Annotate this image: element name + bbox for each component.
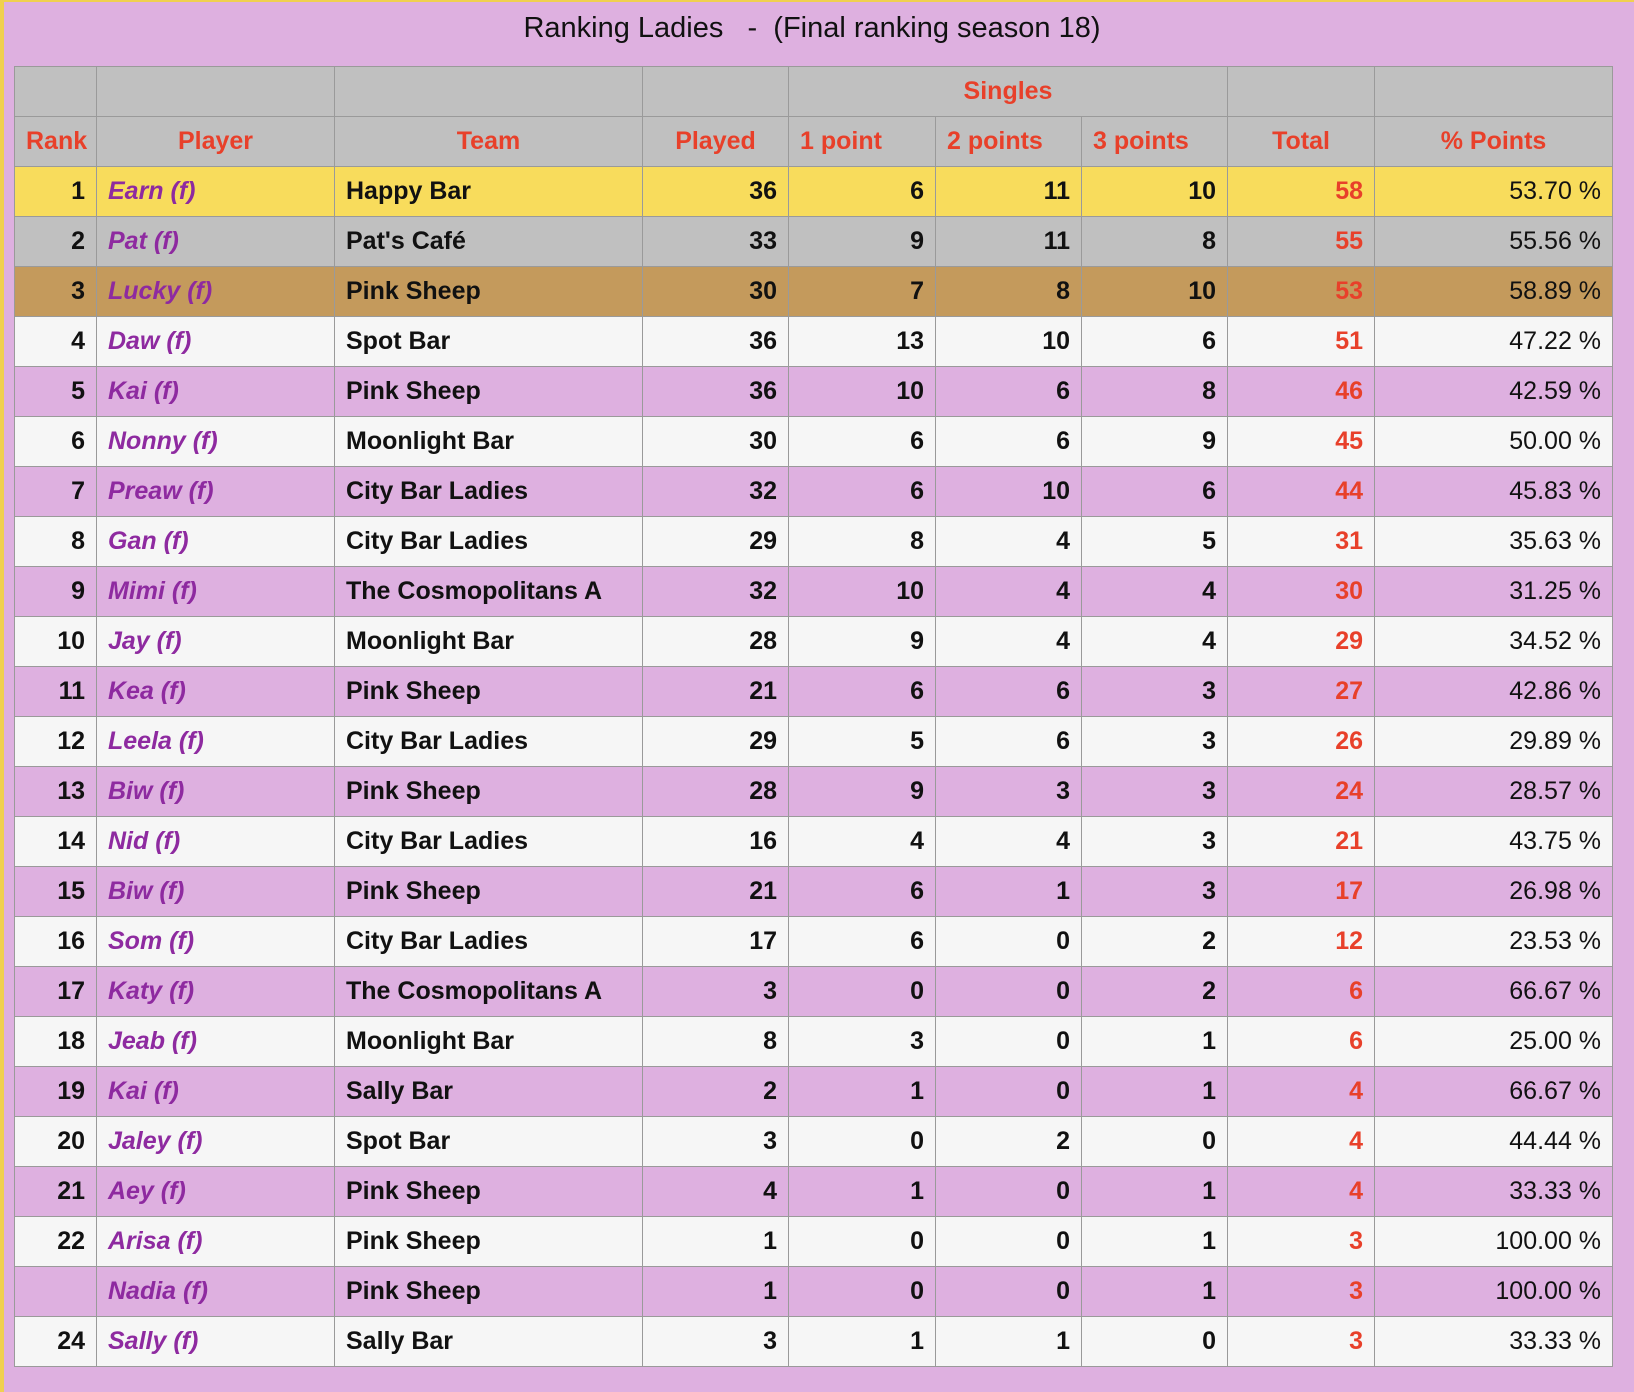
one-point-cell: 6 bbox=[789, 917, 936, 967]
table-row bbox=[15, 1017, 1613, 1067]
table-row bbox=[15, 867, 1613, 917]
one-point-cell: 0 bbox=[789, 1267, 936, 1317]
two-points-cell: 6 bbox=[936, 717, 1082, 767]
rank-cell: 7 bbox=[15, 467, 97, 517]
pct-points-cell: 100.00 % bbox=[1375, 1267, 1613, 1317]
three-points-cell: 1 bbox=[1082, 1017, 1228, 1067]
pct-points-cell: 29.89 % bbox=[1375, 717, 1613, 767]
rank-cell: 16 bbox=[15, 917, 97, 967]
rank-cell: 3 bbox=[15, 267, 97, 317]
pct-points-cell: 53.70 % bbox=[1375, 167, 1613, 217]
total-cell: 46 bbox=[1228, 367, 1375, 417]
team-name: City Bar Ladies bbox=[335, 467, 643, 517]
total-cell: 3 bbox=[1228, 1267, 1375, 1317]
player-name: Pat (f) bbox=[97, 217, 335, 267]
table-row bbox=[15, 1267, 1613, 1317]
table-row bbox=[15, 1217, 1613, 1267]
one-point-cell: 1 bbox=[789, 1167, 936, 1217]
one-point-cell: 7 bbox=[789, 267, 936, 317]
column-header-total[interactable]: Total bbox=[1228, 117, 1375, 167]
two-points-cell: 0 bbox=[936, 1267, 1082, 1317]
three-points-cell: 10 bbox=[1082, 267, 1228, 317]
three-points-cell: 2 bbox=[1082, 967, 1228, 1017]
three-points-cell: 0 bbox=[1082, 1117, 1228, 1167]
pct-points-cell: 100.00 % bbox=[1375, 1217, 1613, 1267]
rank-cell: 10 bbox=[15, 617, 97, 667]
rank-cell: 12 bbox=[15, 717, 97, 767]
one-point-cell: 10 bbox=[789, 567, 936, 617]
played-cell: 36 bbox=[643, 167, 789, 217]
rank-cell: 15 bbox=[15, 867, 97, 917]
three-points-cell: 3 bbox=[1082, 717, 1228, 767]
table-row bbox=[15, 667, 1613, 717]
group-header-cell bbox=[1228, 67, 1375, 117]
team-name: Pink Sheep bbox=[335, 667, 643, 717]
team-name: City Bar Ladies bbox=[335, 917, 643, 967]
table-row bbox=[15, 917, 1613, 967]
rank-cell: 19 bbox=[15, 1067, 97, 1117]
table-row bbox=[15, 567, 1613, 617]
pct-points-cell: 28.57 % bbox=[1375, 767, 1613, 817]
pct-points-cell: 35.63 % bbox=[1375, 517, 1613, 567]
pct-points-cell: 47.22 % bbox=[1375, 317, 1613, 367]
player-name: Gan (f) bbox=[97, 517, 335, 567]
pct-points-cell: 42.59 % bbox=[1375, 367, 1613, 417]
one-point-cell: 0 bbox=[789, 1117, 936, 1167]
played-cell: 36 bbox=[643, 367, 789, 417]
rank-cell: 24 bbox=[15, 1317, 97, 1367]
two-points-cell: 1 bbox=[936, 1317, 1082, 1367]
table-row bbox=[15, 1317, 1613, 1367]
player-name: Aey (f) bbox=[97, 1167, 335, 1217]
group-header-row bbox=[15, 67, 1613, 117]
one-point-cell: 9 bbox=[789, 217, 936, 267]
one-point-cell: 13 bbox=[789, 317, 936, 367]
three-points-cell: 1 bbox=[1082, 1267, 1228, 1317]
team-name: Pink Sheep bbox=[335, 367, 643, 417]
total-cell: 24 bbox=[1228, 767, 1375, 817]
one-point-cell: 9 bbox=[789, 767, 936, 817]
two-points-cell: 2 bbox=[936, 1117, 1082, 1167]
two-points-cell: 6 bbox=[936, 667, 1082, 717]
played-cell: 16 bbox=[643, 817, 789, 867]
table-row bbox=[15, 767, 1613, 817]
page-frame-left bbox=[0, 0, 4, 1392]
total-cell: 12 bbox=[1228, 917, 1375, 967]
rank-cell: 22 bbox=[15, 1217, 97, 1267]
one-point-cell: 8 bbox=[789, 517, 936, 567]
team-name: Pink Sheep bbox=[335, 1267, 643, 1317]
played-cell: 2 bbox=[643, 1067, 789, 1117]
team-name: Happy Bar bbox=[335, 167, 643, 217]
total-cell: 17 bbox=[1228, 867, 1375, 917]
column-header-pct-points[interactable]: % Points bbox=[1375, 117, 1613, 167]
team-name: Pink Sheep bbox=[335, 267, 643, 317]
played-cell: 32 bbox=[643, 467, 789, 517]
group-header-cell bbox=[1375, 67, 1613, 117]
played-cell: 30 bbox=[643, 417, 789, 467]
pct-points-cell: 45.83 % bbox=[1375, 467, 1613, 517]
pct-points-cell: 34.52 % bbox=[1375, 617, 1613, 667]
player-name: Arisa (f) bbox=[97, 1217, 335, 1267]
player-name: Mimi (f) bbox=[97, 567, 335, 617]
group-header-cell bbox=[335, 67, 643, 117]
table-row bbox=[15, 1067, 1613, 1117]
total-cell: 26 bbox=[1228, 717, 1375, 767]
three-points-cell: 8 bbox=[1082, 367, 1228, 417]
team-name: Moonlight Bar bbox=[335, 1017, 643, 1067]
one-point-cell: 6 bbox=[789, 167, 936, 217]
table-row bbox=[15, 167, 1613, 217]
total-cell: 29 bbox=[1228, 617, 1375, 667]
pct-points-cell: 58.89 % bbox=[1375, 267, 1613, 317]
three-points-cell: 4 bbox=[1082, 617, 1228, 667]
singles-group-header: Singles bbox=[789, 67, 1228, 117]
three-points-cell: 10 bbox=[1082, 167, 1228, 217]
three-points-cell: 5 bbox=[1082, 517, 1228, 567]
played-cell: 17 bbox=[643, 917, 789, 967]
table-row bbox=[15, 817, 1613, 867]
group-header-cell bbox=[643, 67, 789, 117]
rank-cell: 14 bbox=[15, 817, 97, 867]
rank-cell: 18 bbox=[15, 1017, 97, 1067]
total-cell: 55 bbox=[1228, 217, 1375, 267]
two-points-cell: 4 bbox=[936, 617, 1082, 667]
played-cell: 3 bbox=[643, 1317, 789, 1367]
played-cell: 21 bbox=[643, 667, 789, 717]
player-name: Som (f) bbox=[97, 917, 335, 967]
played-cell: 4 bbox=[643, 1167, 789, 1217]
pct-points-cell: 26.98 % bbox=[1375, 867, 1613, 917]
ranking-table bbox=[14, 66, 1613, 1367]
two-points-cell: 4 bbox=[936, 817, 1082, 867]
group-header-cell bbox=[15, 67, 97, 117]
played-cell: 29 bbox=[643, 517, 789, 567]
pct-points-cell: 66.67 % bbox=[1375, 1067, 1613, 1117]
column-header-row bbox=[15, 117, 1613, 167]
one-point-cell: 10 bbox=[789, 367, 936, 417]
one-point-cell: 3 bbox=[789, 1017, 936, 1067]
team-name: Pink Sheep bbox=[335, 867, 643, 917]
three-points-cell: 3 bbox=[1082, 817, 1228, 867]
three-points-cell: 4 bbox=[1082, 567, 1228, 617]
player-name: Nonny (f) bbox=[97, 417, 335, 467]
total-cell: 4 bbox=[1228, 1067, 1375, 1117]
ranking-body bbox=[15, 167, 1613, 1367]
team-name: Sally Bar bbox=[335, 1067, 643, 1117]
team-name: The Cosmopolitans A bbox=[335, 567, 643, 617]
table-row bbox=[15, 1167, 1613, 1217]
total-cell: 3 bbox=[1228, 1317, 1375, 1367]
player-name: Katy (f) bbox=[97, 967, 335, 1017]
two-points-cell: 0 bbox=[936, 967, 1082, 1017]
player-name: Preaw (f) bbox=[97, 467, 335, 517]
three-points-cell: 1 bbox=[1082, 1067, 1228, 1117]
player-name: Earn (f) bbox=[97, 167, 335, 217]
player-name: Kai (f) bbox=[97, 367, 335, 417]
player-name: Jay (f) bbox=[97, 617, 335, 667]
one-point-cell: 6 bbox=[789, 667, 936, 717]
two-points-cell: 11 bbox=[936, 217, 1082, 267]
rank-cell: 5 bbox=[15, 367, 97, 417]
one-point-cell: 6 bbox=[789, 417, 936, 467]
pct-points-cell: 43.75 % bbox=[1375, 817, 1613, 867]
page-title: Ranking Ladies - (Final ranking season 18) bbox=[523, 12, 1101, 44]
column-header-1-point[interactable]: 1 point bbox=[789, 117, 936, 167]
played-cell: 1 bbox=[643, 1267, 789, 1317]
team-name: Moonlight Bar bbox=[335, 617, 643, 667]
pct-points-cell: 25.00 % bbox=[1375, 1017, 1613, 1067]
column-header-team[interactable]: Team bbox=[335, 117, 643, 167]
total-cell: 4 bbox=[1228, 1167, 1375, 1217]
total-cell: 45 bbox=[1228, 417, 1375, 467]
two-points-cell: 1 bbox=[936, 867, 1082, 917]
total-cell: 27 bbox=[1228, 667, 1375, 717]
table-row bbox=[15, 317, 1613, 367]
played-cell: 3 bbox=[643, 967, 789, 1017]
table-row bbox=[15, 1117, 1613, 1167]
three-points-cell: 6 bbox=[1082, 467, 1228, 517]
team-name: Spot Bar bbox=[335, 317, 643, 367]
player-name: Sally (f) bbox=[97, 1317, 335, 1367]
team-name: Pat's Café bbox=[335, 217, 643, 267]
two-points-cell: 4 bbox=[936, 517, 1082, 567]
team-name: City Bar Ladies bbox=[335, 817, 643, 867]
two-points-cell: 11 bbox=[936, 167, 1082, 217]
two-points-cell: 0 bbox=[936, 1167, 1082, 1217]
three-points-cell: 0 bbox=[1082, 1317, 1228, 1367]
player-name: Biw (f) bbox=[97, 867, 335, 917]
two-points-cell: 0 bbox=[936, 1067, 1082, 1117]
three-points-cell: 1 bbox=[1082, 1167, 1228, 1217]
total-cell: 44 bbox=[1228, 467, 1375, 517]
played-cell: 36 bbox=[643, 317, 789, 367]
played-cell: 33 bbox=[643, 217, 789, 267]
table-row bbox=[15, 717, 1613, 767]
total-cell: 53 bbox=[1228, 267, 1375, 317]
player-name: Kea (f) bbox=[97, 667, 335, 717]
played-cell: 28 bbox=[643, 617, 789, 667]
two-points-cell: 8 bbox=[936, 267, 1082, 317]
pct-points-cell: 55.56 % bbox=[1375, 217, 1613, 267]
three-points-cell: 9 bbox=[1082, 417, 1228, 467]
one-point-cell: 5 bbox=[789, 717, 936, 767]
two-points-cell: 0 bbox=[936, 917, 1082, 967]
group-header-cell bbox=[97, 67, 335, 117]
table-row bbox=[15, 617, 1613, 667]
three-points-cell: 6 bbox=[1082, 317, 1228, 367]
two-points-cell: 4 bbox=[936, 567, 1082, 617]
rank-cell: 9 bbox=[15, 567, 97, 617]
two-points-cell: 3 bbox=[936, 767, 1082, 817]
player-name: Leela (f) bbox=[97, 717, 335, 767]
page-frame-top bbox=[0, 0, 1634, 2]
rank-cell: 6 bbox=[15, 417, 97, 467]
team-name: Sally Bar bbox=[335, 1317, 643, 1367]
played-cell: 32 bbox=[643, 567, 789, 617]
total-cell: 6 bbox=[1228, 1017, 1375, 1067]
pct-points-cell: 42.86 % bbox=[1375, 667, 1613, 717]
played-cell: 29 bbox=[643, 717, 789, 767]
played-cell: 8 bbox=[643, 1017, 789, 1067]
played-cell: 21 bbox=[643, 867, 789, 917]
two-points-cell: 6 bbox=[936, 417, 1082, 467]
player-name: Nid (f) bbox=[97, 817, 335, 867]
one-point-cell: 6 bbox=[789, 867, 936, 917]
player-name: Biw (f) bbox=[97, 767, 335, 817]
two-points-cell: 10 bbox=[936, 467, 1082, 517]
three-points-cell: 3 bbox=[1082, 867, 1228, 917]
played-cell: 1 bbox=[643, 1217, 789, 1267]
table-row bbox=[15, 267, 1613, 317]
table-row bbox=[15, 417, 1613, 467]
player-name: Jaley (f) bbox=[97, 1117, 335, 1167]
team-name: Spot Bar bbox=[335, 1117, 643, 1167]
table-row bbox=[15, 517, 1613, 567]
pct-points-cell: 66.67 % bbox=[1375, 967, 1613, 1017]
column-header-3-points[interactable]: 3 points bbox=[1082, 117, 1228, 167]
pct-points-cell: 33.33 % bbox=[1375, 1167, 1613, 1217]
two-points-cell: 10 bbox=[936, 317, 1082, 367]
one-point-cell: 0 bbox=[789, 967, 936, 1017]
team-name: Pink Sheep bbox=[335, 1217, 643, 1267]
played-cell: 28 bbox=[643, 767, 789, 817]
rank-cell: 2 bbox=[15, 217, 97, 267]
three-points-cell: 1 bbox=[1082, 1217, 1228, 1267]
pct-points-cell: 23.53 % bbox=[1375, 917, 1613, 967]
table-row bbox=[15, 217, 1613, 267]
total-cell: 21 bbox=[1228, 817, 1375, 867]
one-point-cell: 6 bbox=[789, 467, 936, 517]
played-cell: 3 bbox=[643, 1117, 789, 1167]
team-name: Pink Sheep bbox=[335, 1167, 643, 1217]
player-name: Jeab (f) bbox=[97, 1017, 335, 1067]
column-header-player[interactable]: Player bbox=[97, 117, 335, 167]
table-row bbox=[15, 367, 1613, 417]
pct-points-cell: 50.00 % bbox=[1375, 417, 1613, 467]
rank-cell: 8 bbox=[15, 517, 97, 567]
team-name: The Cosmopolitans A bbox=[335, 967, 643, 1017]
pct-points-cell: 33.33 % bbox=[1375, 1317, 1613, 1367]
one-point-cell: 1 bbox=[789, 1317, 936, 1367]
three-points-cell: 2 bbox=[1082, 917, 1228, 967]
three-points-cell: 8 bbox=[1082, 217, 1228, 267]
three-points-cell: 3 bbox=[1082, 667, 1228, 717]
total-cell: 3 bbox=[1228, 1217, 1375, 1267]
column-header-rank[interactable]: Rank bbox=[15, 117, 97, 167]
table-row bbox=[15, 967, 1613, 1017]
table-row bbox=[15, 467, 1613, 517]
total-cell: 4 bbox=[1228, 1117, 1375, 1167]
rank-cell: 17 bbox=[15, 967, 97, 1017]
player-name: Nadia (f) bbox=[97, 1267, 335, 1317]
player-name: Kai (f) bbox=[97, 1067, 335, 1117]
one-point-cell: 0 bbox=[789, 1217, 936, 1267]
total-cell: 6 bbox=[1228, 967, 1375, 1017]
played-cell: 30 bbox=[643, 267, 789, 317]
column-header-played[interactable]: Played bbox=[643, 117, 789, 167]
total-cell: 51 bbox=[1228, 317, 1375, 367]
team-name: City Bar Ladies bbox=[335, 517, 643, 567]
rank-cell: 20 bbox=[15, 1117, 97, 1167]
three-points-cell: 3 bbox=[1082, 767, 1228, 817]
one-point-cell: 1 bbox=[789, 1067, 936, 1117]
one-point-cell: 4 bbox=[789, 817, 936, 867]
total-cell: 31 bbox=[1228, 517, 1375, 567]
rank-cell: 13 bbox=[15, 767, 97, 817]
one-point-cell: 9 bbox=[789, 617, 936, 667]
rank-cell: 21 bbox=[15, 1167, 97, 1217]
two-points-cell: 0 bbox=[936, 1217, 1082, 1267]
pct-points-cell: 31.25 % bbox=[1375, 567, 1613, 617]
team-name: City Bar Ladies bbox=[335, 717, 643, 767]
pct-points-cell: 44.44 % bbox=[1375, 1117, 1613, 1167]
player-name: Daw (f) bbox=[97, 317, 335, 367]
rank-cell: 11 bbox=[15, 667, 97, 717]
rank-cell bbox=[15, 1267, 97, 1317]
rank-cell: 4 bbox=[15, 317, 97, 367]
team-name: Moonlight Bar bbox=[335, 417, 643, 467]
rank-cell: 1 bbox=[15, 167, 97, 217]
column-header-2-points[interactable]: 2 points bbox=[936, 117, 1082, 167]
total-cell: 30 bbox=[1228, 567, 1375, 617]
two-points-cell: 0 bbox=[936, 1017, 1082, 1067]
total-cell: 58 bbox=[1228, 167, 1375, 217]
team-name: Pink Sheep bbox=[335, 767, 643, 817]
two-points-cell: 6 bbox=[936, 367, 1082, 417]
player-name: Lucky (f) bbox=[97, 267, 335, 317]
